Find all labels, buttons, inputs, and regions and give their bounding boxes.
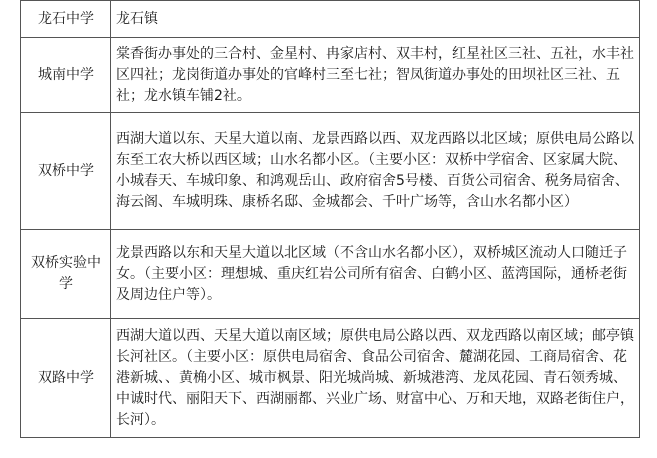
table-row-chengnan <box>21 38 640 113</box>
table-row-shuanglu <box>21 319 640 438</box>
school-name-cell: 双路中学 <box>21 319 111 438</box>
school-zone-table <box>20 0 640 438</box>
school-zone-table-body <box>21 1 640 438</box>
table-row-shuangqiao <box>21 113 640 230</box>
area-description-cell: 龙石镇 <box>111 1 640 38</box>
school-name-cell: 城南中学 <box>21 38 111 113</box>
area-description-cell: 西湖大道以西、天星大道以南区域；原供电局公路以西、双龙西路以南区域；邮亭镇长河社区。（主要小区：原供电局宿舍、食品公司宿舍、麓湖花园、工商局宿舍、花港新城、、黄桷小区、城市枫景、阳光城尚城、新城港湾、龙凤花园、青石领秀城、中诚时代、丽阳天下、西湖丽都、兴业广场、财富中心、万和天地，双路老街住户，长河）。 <box>111 319 640 438</box>
table-row-longshi <box>21 1 640 38</box>
area-description-cell: 棠香街办事处的三合村、金星村、冉家店村、双丰村，红星社区三社、五社，水丰社区四社；龙岗街道办事处的官峰村三至七社；智凤街道办事处的田坝社区三社、五社；龙水镇车铺2社。 <box>111 38 640 113</box>
area-description-cell: 西湖大道以东、天星大道以南、龙景西路以西、双龙西路以北区域；原供电局公路以东至工农大桥以西区域；山水名都小区。（主要小区：双桥中学宿舍、区家属大院、小城春天、车城印象、和鸿观岳山、政府宿舍5号楼、百货公司宿舍、税务局宿舍、海云阁、车城明珠、康桥名邸、金城都会、千叶广场等，含山水名都小区） <box>111 113 640 230</box>
school-name-cell: 双桥中学 <box>21 113 111 230</box>
area-description-cell: 龙景西路以东和天星大道以北区域（不含山水名都小区），双桥城区流动人口随迁子女。（主要小区：理想城、重庆红岩公司所有宿舍、白鹤小区、蓝湾国际，通桥老街及周边住户等）。 <box>111 230 640 319</box>
table-row-shuangqiao-shiyan <box>21 230 640 319</box>
school-name-cell: 双桥实验中学 <box>21 230 111 319</box>
school-name-cell: 龙石中学 <box>21 1 111 38</box>
